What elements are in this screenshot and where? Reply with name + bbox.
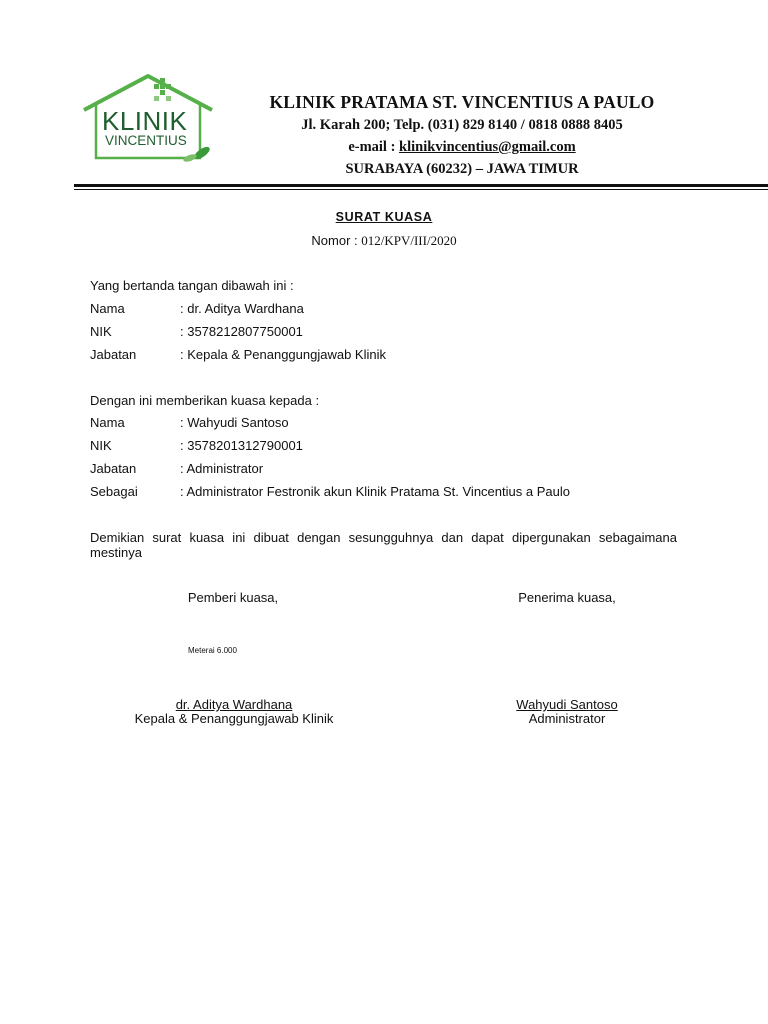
letterhead-divider-thin bbox=[74, 189, 768, 190]
grantor-intro: Yang bertanda tangan dibawah ini : bbox=[90, 278, 294, 293]
grantee-role-row bbox=[90, 484, 570, 499]
grantee-intro: Dengan ini memberikan kuasa kepada : bbox=[90, 393, 320, 408]
grantee-signature-title: Administrator bbox=[528, 711, 606, 726]
grantee-nik-row bbox=[90, 438, 303, 453]
field-value: : Administrator bbox=[180, 461, 264, 476]
field-label: NIK bbox=[90, 438, 112, 453]
field-label: Jabatan bbox=[90, 347, 137, 362]
field-label: Nama bbox=[90, 301, 125, 316]
grantor-signature-title: Kepala & Penanggungjawab Klinik bbox=[134, 711, 334, 726]
field-value: : 3578212807750001 bbox=[180, 324, 303, 339]
grantor-nik-row bbox=[90, 324, 303, 339]
field-label: Nama bbox=[90, 415, 125, 430]
field-label: NIK bbox=[90, 324, 112, 339]
clinic-address: Jl. Karah 200; Telp. (031) 829 8140 / 0818 0888 8405 bbox=[301, 117, 623, 133]
grantee-name-row bbox=[90, 415, 289, 430]
letter-title: SURAT KUASA bbox=[335, 210, 433, 224]
field-value: : Wahyudi Santoso bbox=[180, 415, 289, 430]
stamp-duty-note: Meterai 6.000 bbox=[188, 646, 237, 655]
letter-number bbox=[0, 233, 768, 249]
letter-number-value: 012/KPV/III/2020 bbox=[361, 233, 457, 248]
grantor-name-row bbox=[90, 301, 304, 316]
field-value: : 3578201312790001 bbox=[180, 438, 303, 453]
clinic-logo bbox=[78, 72, 218, 170]
grantor-signature-heading: Pemberi kuasa, bbox=[187, 590, 279, 605]
field-value: : dr. Aditya Wardhana bbox=[180, 301, 304, 316]
grantor-signature-name: dr. Aditya Wardhana bbox=[175, 697, 293, 712]
clinic-name: KLINIK PRATAMA ST. VINCENTIUS A PAULO bbox=[269, 92, 655, 112]
grantee-signature-heading: Penerima kuasa, bbox=[518, 590, 616, 605]
clinic-email-line bbox=[232, 139, 692, 156]
email-label: e-mail : bbox=[348, 139, 400, 155]
logo-word-vincentius: VINCENTIUS bbox=[105, 133, 187, 148]
email-link[interactable]: klinikvincentius@gmail.com bbox=[399, 139, 576, 155]
field-value: : Administrator Festronik akun Klinik Pratama St. Vincentius a Paulo bbox=[180, 484, 570, 499]
closing-paragraph: Demikian surat kuasa ini dibuat dengan sesungguhnya dan dapat dipergunakan sebagaimana mestinya bbox=[90, 530, 677, 560]
logo-word-klinik: KLINIK bbox=[102, 106, 188, 136]
field-value: : Kepala & Penanggungjawab Klinik bbox=[180, 347, 386, 362]
clinic-city: SURABAYA (60232) – JAWA TIMUR bbox=[345, 161, 579, 177]
letter-number-label: Nomor : bbox=[311, 233, 362, 248]
grantee-position-row bbox=[90, 461, 263, 476]
grantor-position-row bbox=[90, 347, 386, 362]
letterhead-divider-thick bbox=[74, 184, 768, 187]
field-label: Sebagai bbox=[90, 484, 138, 499]
grantee-signature-name: Wahyudi Santoso bbox=[516, 697, 618, 712]
field-label: Jabatan bbox=[90, 461, 137, 476]
